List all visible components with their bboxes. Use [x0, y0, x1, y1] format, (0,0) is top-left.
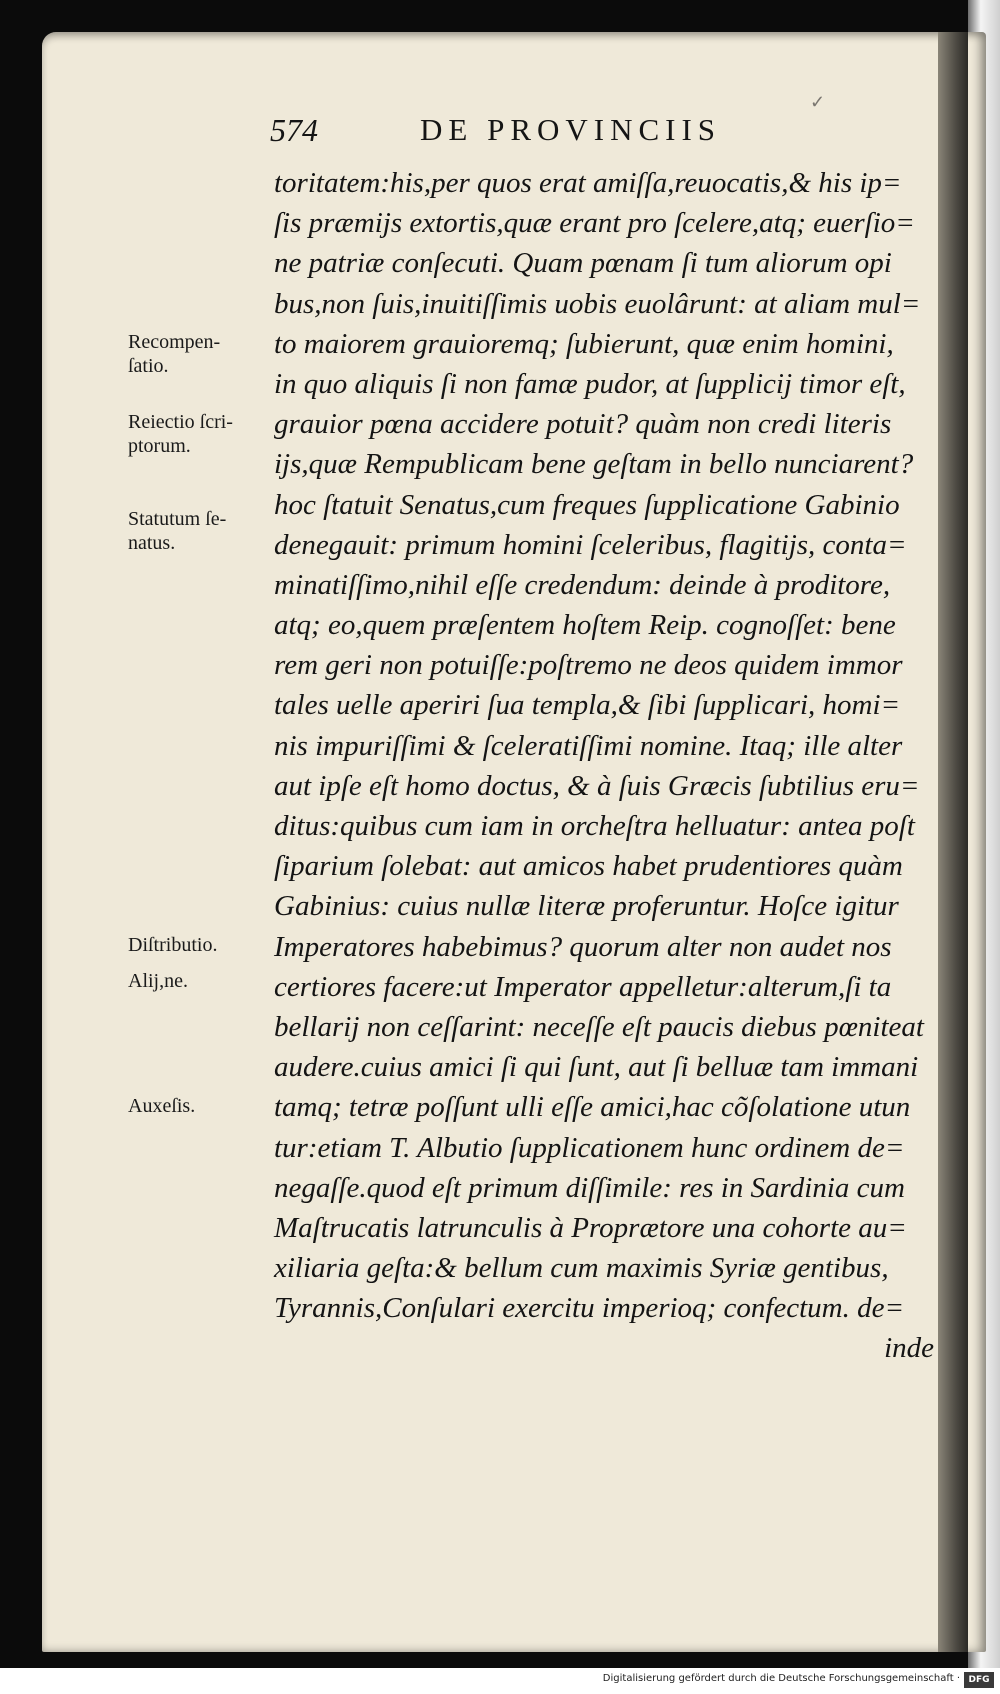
marginal-note: Diſtributio. — [128, 933, 218, 956]
text-line: tamq; tetræ poſſunt ulli eſſe amici,hac cõſolatione utun — [274, 1091, 911, 1124]
text-line: aut ipſe eſt homo doctus, & à ſuis Græcis ſubtilius eru= — [274, 769, 920, 802]
marginal-note: ptorum. — [128, 435, 191, 458]
text-line: ne patriæ conſecuti. Quam pœnam ſi tum aliorum opi — [274, 247, 892, 280]
check-mark-icon: ✓ — [810, 92, 826, 113]
text-line: inde — [884, 1332, 934, 1365]
text-line: nis impuriſſimi & ſceleratiſſimi nomine. Itaq; ille alter — [274, 729, 903, 762]
dfg-logo: DFG — [964, 1672, 994, 1688]
page-header — [270, 112, 830, 156]
page-gutter-shadow — [938, 32, 968, 1652]
text-line: Gabinius: cuius nullæ literæ proferuntur. Hoſce igitur — [274, 890, 899, 923]
text-line: rem geri non potuiſſe:poſtremo ne deos quidem immor — [274, 649, 903, 682]
funding-credit: Digitalisierung gefördert durch die Deutsche Forschungsgemeinschaft · — [602, 1673, 960, 1684]
text-line: denegauit: primum homini ſceleribus, flagitijs, conta= — [274, 528, 907, 561]
marginal-note: Recompen- — [128, 330, 221, 353]
marginal-note: ſatio. — [128, 354, 169, 377]
marginal-note: Alij,ne. — [128, 969, 188, 992]
text-line: atq; eo,quem præſentem hoſtem Reip. cognoſſet: bene — [274, 609, 896, 642]
text-line: toritatem:his,per quos erat amiſſa,reuocatis,& his ip= — [274, 167, 902, 199]
text-line: grauior pœna accidere potuit? quàm non credi literis — [274, 408, 892, 441]
text-line: bus,non ſuis,inuitiſſimis uobis euolârunt: at aliam mul= — [274, 287, 921, 320]
text-line: to maiorem grauioremq; ſubierunt, quæ enim homini, — [274, 327, 894, 360]
text-line: Maſtrucatis latrunculis à Proprætore una cohorte au= — [274, 1211, 907, 1244]
text-line: ſis præmijs extortis,quæ erant pro ſcelere,atq; euerſio= — [274, 207, 915, 240]
digitization-footer — [0, 1668, 1000, 1694]
marginal-notes — [128, 0, 276, 1694]
text-line: ijs,quæ Rempublicam bene geſtam in bello nunciarent? — [274, 448, 914, 481]
text-line: certiores facere:ut Imperator appelletur:alterum,ſi ta — [274, 970, 892, 1003]
marginal-note: Reiectio ſcri- — [128, 411, 233, 434]
page-number: 574 — [270, 112, 318, 148]
text-line: ſiparium ſolebat: aut amicos habet prudentiores quàm — [274, 850, 903, 883]
text-line: negaſſe.quod eſt primum diſſimile: res in Sardinia cum — [274, 1171, 905, 1204]
running-title: DE PROVINCIIS — [420, 112, 722, 147]
text-line: xiliaria geſta:& bellum cum maximis Syriæ gentibus, — [274, 1252, 889, 1285]
text-line: tales uelle aperiri ſua templa,& ſibi ſupplicari, homi= — [274, 689, 901, 722]
text-line: minatiſſimo,nihil eſſe credendum: deinde à proditore, — [274, 568, 891, 601]
text-line: tur:etiam T. Albutio ſupplicationem hunc ordinem de= — [274, 1131, 905, 1164]
text-line: Imperatores habebimus? quorum alter non audet nos — [274, 930, 892, 963]
text-line: audere.cuius amici ſi qui ſunt, aut ſi belluæ tam immani — [274, 1051, 919, 1084]
marginal-note: natus. — [128, 531, 176, 554]
text-line: in quo aliquis ſi non famæ pudor, at ſupplicij timor eſt, — [274, 367, 906, 400]
main-text-block — [274, 163, 938, 1369]
text-line: Tyrannis,Conſulari exercitu imperioq; confectum. de= — [274, 1292, 905, 1325]
text-line: bellarij non ceſſarint: neceſſe eſt paucis diebus pœniteat — [274, 1010, 924, 1043]
text-line: hoc ſtatuit Senatus,cum freques ſupplicatione Gabinio — [274, 488, 900, 521]
text-line: ditus:quibus cum iam in orcheſtra helluatur: antea poſt — [274, 810, 915, 842]
marginal-note: Statutum ſe- — [128, 507, 227, 530]
marginal-note: Auxeſis. — [128, 1094, 196, 1117]
